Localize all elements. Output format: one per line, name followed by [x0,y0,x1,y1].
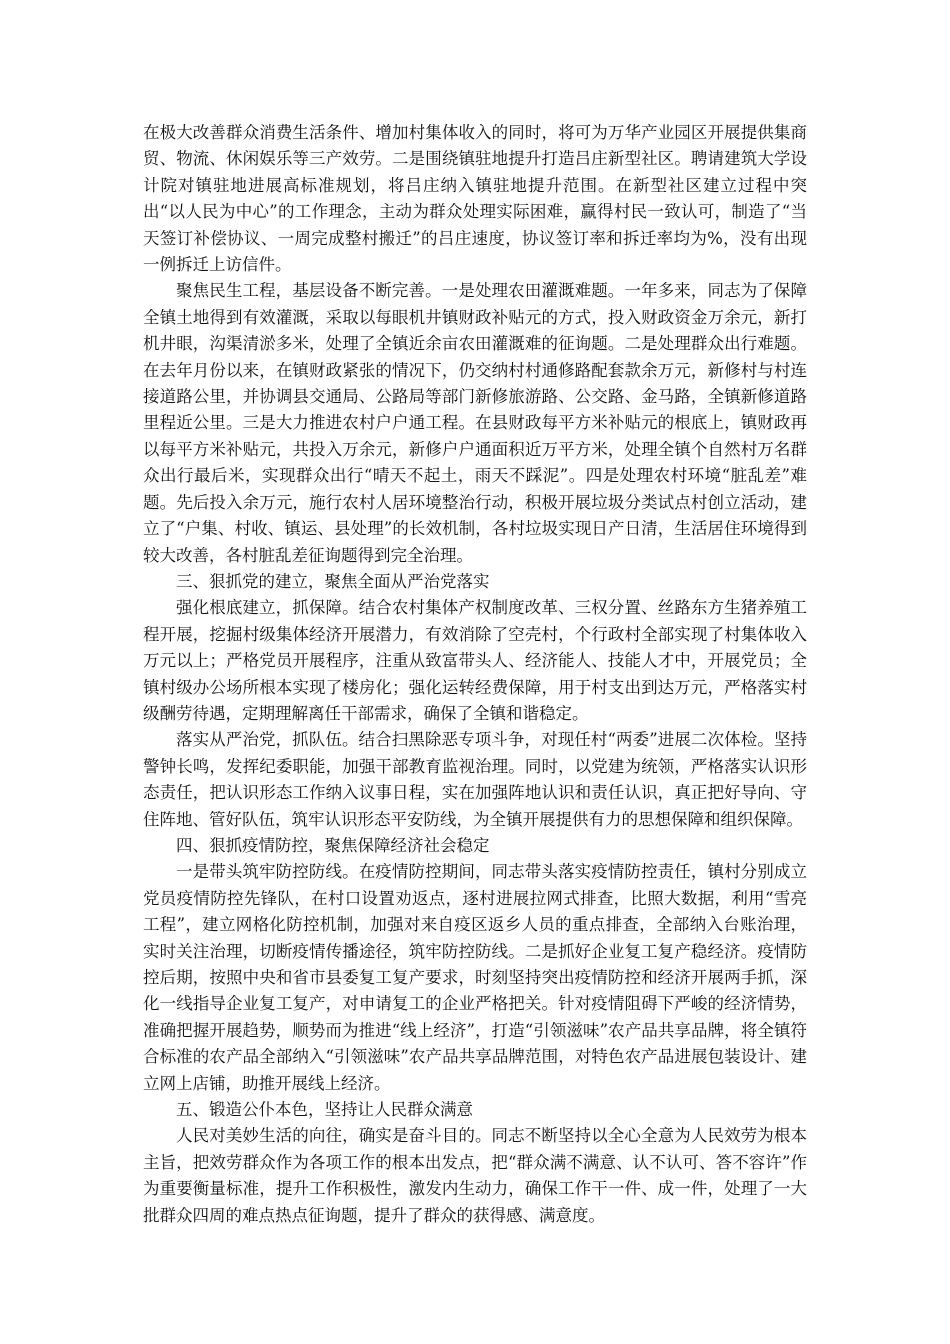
paragraph-strict-governance: 落实从严治党，抓队伍。结合扫黑除恶专项斗争，对现任村“两委”进展二次体检。坚持警钟长鸣，发挥纪委职能，加强干部教育监视治理。同时，以党建为统领，严格落实认识形态责任，把认识形态工作纳入议事日程，实在加强阵地认识和责任认识，真正把好导向、守住阵地、管好队伍，筑牢认识形态平安防线，为全镇开展提供有力的思想保障和组织保障。 [143,730,807,829]
section-heading-epidemic-control: 四、狠抓疫情防控，聚焦保障经济社会稳定 [176,835,490,855]
paragraph-livelihood-projects: 聚焦民生工程，基层设备不断完善。一是处理农田灌溉难题。一年多来，同志为了保障全镇土地得到有效灌溉，采取以每眼机井镇财政补贴元的方式，投入财政资金万余元，新打机井眼，沟渠清淤多米，处理了全镇近余亩农田灌溉难的征询题。二是处理群众出行难题。在去年月份以来，在镇财政紧张的情况下，仍交纳村村通修路配套款余万元，新修村与村连接道路公里，并协调县交通局、公路局等部门新修旅游路、公交路、金马路，全镇新修道路里程近公里。三是大力推进农村户户通工程。在县财政每平方米补贴元的根底上，镇财政再以每平方米补贴元，共投入万余元，新修户户通面积近万平方米，处理全镇个自然村万名群众出行最后米，实现群众出行“晴天不起土，雨天不踩泥”。四是处理农村环境“脏乱差”难题。先后投入余万元，施行农村人居环境整治行动，积极开展垃圾分类试点村创立活动，建立了“户集、村收、镇运、县处理”的长效机制，各村垃圾实现日产日清，生活居住环境得到较大改善，各村脏乱差征询题得到完全治理。 [143,281,807,565]
paragraph-continuation-community: 在极大改善群众消费生活条件、增加村集体收入的同时，将可为万华产业园区开展提供集商贸、物流、休闲娱乐等三产效劳。二是围绕镇驻地提升打造吕庄新型社区。聘请建筑大学设计院对镇驻地进展高标准规划，将吕庄纳入镇驻地提升范围。在新型社区建立过程中突出“以人民为中心”的工作理念，主动为群众处理实际困难，赢得村民一致认可，制造了“当天签订补偿协议、一周完成整村搬迁”的吕庄速度，协议签订率和拆迁率均为%，没有出现一例拆迁上访信件。 [143,123,807,275]
paragraph-epidemic-defense: 一是带头筑牢防控防线。在疫情防控期间，同志带头落实疫情防控责任，镇村分别成立党员疫情防控先锋队，在村口设置劝返点，逐村进展拉网式排查，比照大数据，利用“雪亮工程”，建立网格化防控机制，加强对来自疫区返乡人员的重点排查，全部纳入台账治理，实时关注治理，切断疫情传播途径，筑牢防控防线。二是抓好企业复工复产稳经济。疫情防控后期，按照中央和省市县委复工复产要求，时刻坚持突出疫情防控和经济开展两手抓，深化一线指导企业复工复产，对申请复工的企业严格把关。针对疫情阻碍下严峻的经济情势，准确把握开展趋势，顺势而为推进“线上经济”，打造“引领滋味”农产品共享品牌，将全镇符合标准的农产品全部纳入“引领滋味”农产品共享品牌范围，对特色农产品进展包装设计、建立网上店铺，助推开展线上经济。 [143,862,807,1093]
section-heading-public-servant: 五、锻造公仆本色，坚持让人民群众满意 [176,1100,473,1120]
paragraph-serve-people: 人民对美妙生活的向往，确实是奋斗目的。同志不断坚持以全心全意为人民效劳为根本主旨，把效劳群众作为各项工作的根本出发点，把“群众满不满意、认不认可、答不容许”作为重要衡量标准，提升工作积极性，激发内生动力，确保工作干一件、成一件，处理了一大批群众四周的难点热点征询题，提升了群众的获得感、满意度。 [143,1126,807,1225]
document-body [143,120,807,1229]
section-heading-party-building: 三、狠抓党的建立，聚焦全面从严治党落实 [176,571,490,591]
paragraph-foundation-building: 强化根底建立，抓保障。结合农村集体产权制度改革、三权分置、丝路东方生猪养殖工程开展，挖掘村级集体经济开展潜力，有效消除了空壳村，个行政村全部实现了村集体收入万元以上；严格党员开展程序，注重从致富带头人、经济能人、技能人才中，开展党员；全镇村级办公场所根本实现了楼房化；强化运转经费保障，用于村支出到达万元，严格落实村级酬劳待遇，定期理解离任干部需求，确保了全镇和谐稳定。 [143,598,807,723]
